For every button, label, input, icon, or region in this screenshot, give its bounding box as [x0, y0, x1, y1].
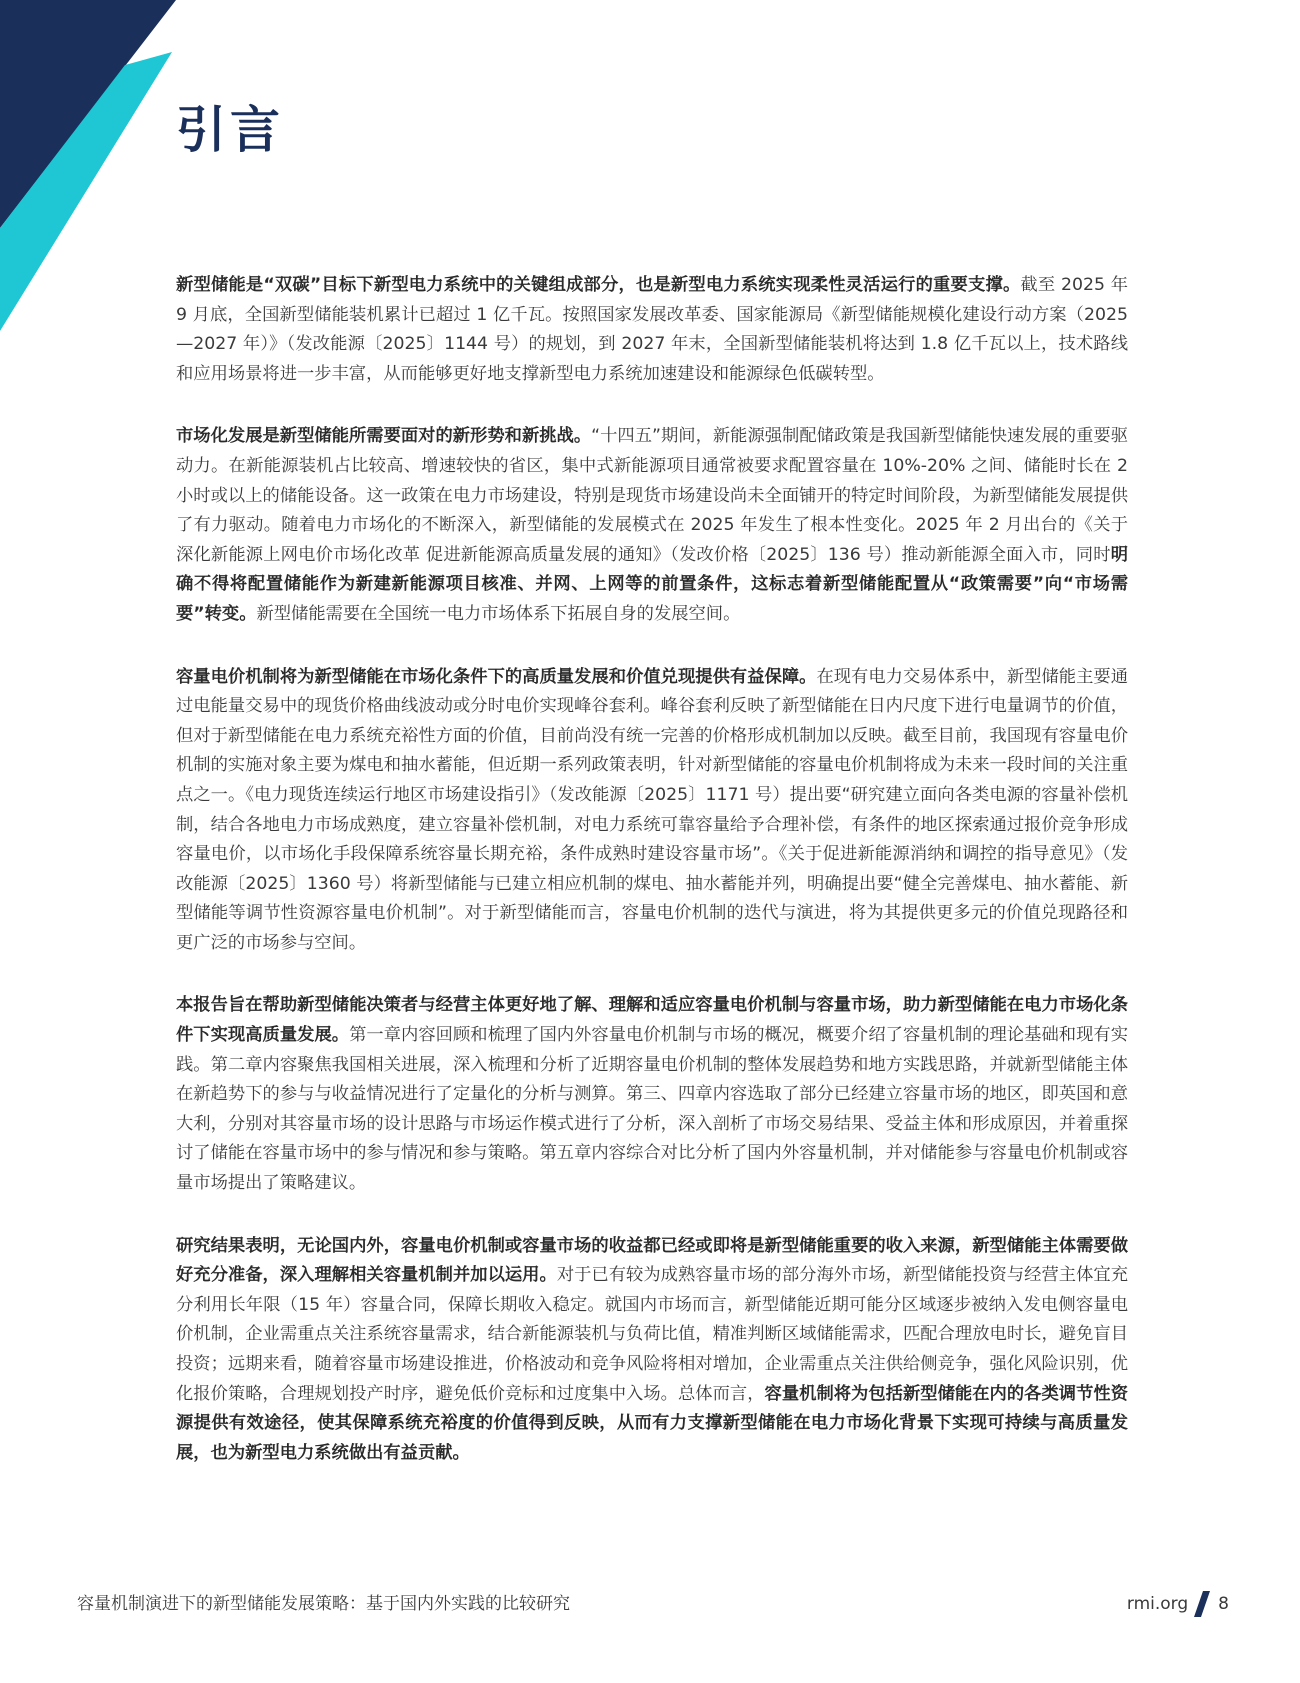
- corner-decoration: [0, 0, 200, 360]
- paragraph: [176, 1232, 1128, 1469]
- slash-icon: [1194, 1591, 1210, 1617]
- footer-report-title: 容量机制演进下的新型储能发展策略：基于国内外实践的比较研究: [77, 1594, 570, 1614]
- text-run: 在现有电力交易体系中，新型储能主要通过电能量交易中的现货价格曲线波动或分时电价实现峰谷套利。峰谷套利反映了新型储能在日内尺度下进行电量调节的价值，但对于新型储能在电力系统充裕性方面的价值，目前尚没有统一完善的价格形成机制加以反映。截至目前，我国现有容量电价机制的实施对象主要为煤电和抽水蓄能，但近期一系列政策表明，针对新型储能的容量电价机制将成为未来一段时间的关注重点之一。《电力现货连续运行地区市场建设指引》（发改能源〔2025〕1171 号）提出要“研究建立面向各类电源的容量补偿机制，结合各地电力市场成熟度，建立容量补偿机制，对电力系统可靠容量给予合理补偿，有条件的地区探索通过报价竞争形成容量电价，以市场化手段保障系统容量长期充裕，条件成熟时建设容量市场”。《关于促进新能源消纳和调控的指导意见》（发改能源〔2025〕1360 号）将新型储能与已建立相应机制的煤电、抽水蓄能并列，明确提出要“健全完善煤电、抽水蓄能、新型储能等调节性资源容量电价机制”。对于新型储能而言，容量电价机制的迭代与演进，将为其提供更多元的价值兑现路径和更广泛的市场参与空间。: [176, 666, 1128, 953]
- bold-text-run: 容量机制将为包括新型储能在内的各类调节性资源提供有效途径，使其保障系统充裕度的价值得到反映，从而有力支撑新型储能在电力市场化背景下实现可持续与高质量发展，也为新型电力系统做出有益贡献。: [176, 1383, 1128, 1463]
- body-text: [176, 271, 1128, 1501]
- text-run: “十四五”期间，新能源强制配储政策是我国新型储能快速发展的重要驱动力。在新能源装机占比较高、增速较快的省区，集中式新能源项目通常被要求配置容量在 10%-20% 之间、储能时长在 2 小时或以上的储能设备。这一政策在电力市场建设，特别是现货市场建设尚未全面铺开的特定时间阶段，为新型储能发展提供了有力驱动。随着电力市场化的不断深入，新型储能的发展模式在 2025 年发生了根本性变化。2025 年 2 月出台的《关于深化新能源上网电价市场化改革 促进新能源高质量发展的通知》（发改价格〔2025〕136 号）推动新能源全面入市，同时: [176, 426, 1128, 565]
- page-number: 8: [1218, 1594, 1229, 1614]
- bold-text-run: 研究结果表明，无论国内外，容量电价机制或容量市场的收益都已经或即将是新型储能重要的收入来源，新型储能主体需要做好充分准备，深入理解相关容量机制并加以运用。: [176, 1235, 1128, 1286]
- paragraph: [176, 422, 1128, 629]
- page-title: 引言: [176, 101, 284, 159]
- text-run: 新型储能需要在全国统一电力市场体系下拓展自身的发展空间。: [256, 603, 741, 624]
- bold-text-run: 明确不得将配置储能作为新建新能源项目核准、并网、上网等的前置条件，这标志着新型储能配置从“政策需要”向“市场需要”转变。: [176, 544, 1128, 624]
- footer-page-info: [1127, 1590, 1229, 1618]
- bold-text-run: 市场化发展是新型储能所需要面对的新形势和新挑战。: [176, 426, 592, 447]
- bold-text-run: 新型储能是“双碳”目标下新型电力系统中的关键组成部分，也是新型电力系统实现柔性灵活运行的重要支撑。: [176, 275, 1021, 295]
- text-run: 第一章内容回顾和梳理了国内外容量电价机制与市场的概况，概要介绍了容量机制的理论基础和现有实践。第二章内容聚焦我国相关进展，深入梳理和分析了近期容量电价机制的整体发展趋势和地方实践思路，并就新型储能主体在新趋势下的参与与收益情况进行了定量化的分析与测算。第三、四章内容选取了部分已经建立容量市场的地区，即英国和意大利，分别对其容量市场的设计思路与市场运作模式进行了分析，深入剖析了市场交易结果、受益主体和形成原因，并着重探讨了储能在容量市场中的参与情况和参与策略。第五章内容综合对比分析了国内外容量机制，并对储能参与容量电价机制或容量市场提出了策略建议。: [176, 1025, 1128, 1194]
- paragraph: [176, 991, 1128, 1198]
- footer-site-link[interactable]: rmi.org: [1126, 1594, 1189, 1614]
- text-run: 对于已有较为成熟容量市场的部分海外市场，新型储能投资与经营主体宜充分利用长年限（15 年）容量合同，保障长期收入稳定。就国内市场而言，新型储能近期可能分区域逐步被纳入发电侧容量电价机制，企业需重点关注系统容量需求，结合新能源装机与负荷比值，精准判断区域储能需求，匹配合理放电时长，避免盲目投资；远期来看，随着容量市场建设推进，价格波动和竞争风险将相对增加，企业需重点关注供给侧竞争，强化风险识别，优化报价策略，合理规划投产时序，避免低价竞标和过度集中入场。总体而言，: [176, 1265, 1128, 1404]
- bold-text-run: 本报告旨在帮助新型储能决策者与经营主体更好地了解、理解和适应容量电价机制与容量市场，助力新型储能在电力市场化条件下实现高质量发展。: [176, 995, 1128, 1046]
- paragraph: [176, 271, 1128, 389]
- paragraph: [176, 663, 1128, 959]
- text-run: 截至 2025 年 9 月底，全国新型储能装机累计已超过 1 亿千瓦。按照国家发展改革委、国家能源局《新型储能规模化建设行动方案（2025—2027 年）》（发改能源〔2025〕1144 号）的规划，到 2027 年末，全国新型储能装机将达到 1.8 亿千瓦以上，技术路线和应用场景将进一步丰富，从而能够更好地支撑新型电力系统加速建设和能源绿色低碳转型。: [176, 275, 1129, 384]
- bold-text-run: 容量电价机制将为新型储能在市场化条件下的高质量发展和价值兑现提供有益保障。: [176, 666, 817, 687]
